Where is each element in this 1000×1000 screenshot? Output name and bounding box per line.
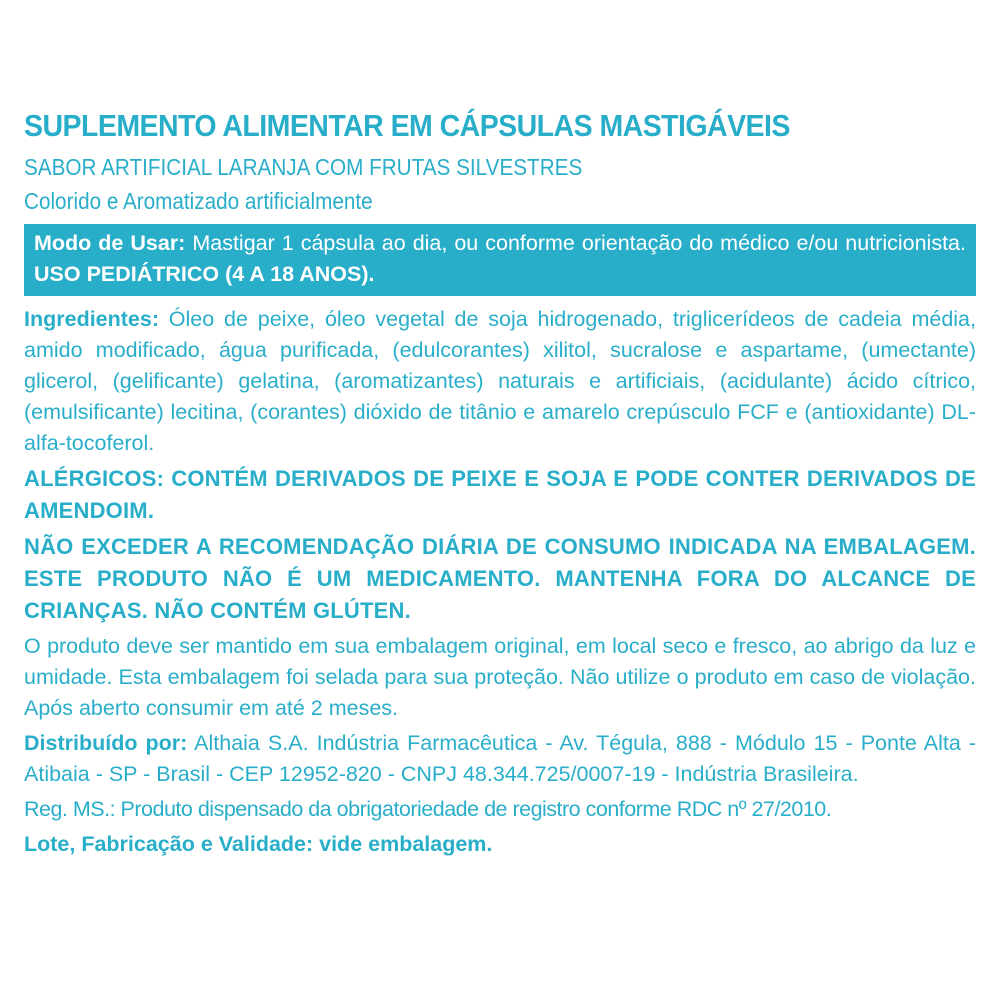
registration-line: Reg. MS.: Produto dispensado da obrigatoriedade de registro conforme RDC nº 27/2010. xyxy=(24,797,832,821)
usage-band xyxy=(24,224,976,296)
consumption-warning: NÃO EXCEDER A RECOMENDAÇÃO DIÁRIA DE CONSUMO INDICADA NA EMBALAGEM. ESTE PRODUTO NÃO É UM MEDICAMENTO. MANTENHA FORA DO ALCANCE DE CRIANÇAS. NÃO CONTÉM GLÚTEN. xyxy=(24,534,976,623)
coloring-line: Colorido e Aromatizado artificialmente xyxy=(24,188,373,214)
storage-paragraph: O produto deve ser mantido em sua embalagem original, em local seco e fresco, ao abrigo da luz e umidade. Esta embalagem foi selada para sua proteção. Não utilize o produto em caso de violação. Após aberto consumir em até 2 meses. xyxy=(24,634,976,720)
usage-emphasis: USO PEDIÁTRICO (4 A 18 ANOS). xyxy=(34,262,375,286)
distributor-paragraph xyxy=(24,728,976,790)
batch-text: Lote, Fabricação e Validade: vide embalagem. xyxy=(24,832,493,856)
flavor-line: SABOR ARTIFICIAL LARANJA COM FRUTAS SILVESTRES xyxy=(24,154,583,180)
batch-line xyxy=(24,829,976,860)
allergens-warning: ALÉRGICOS: CONTÉM DERIVADOS DE PEIXE E SOJA E PODE CONTER DERIVADOS DE AMENDOIM. xyxy=(24,466,976,523)
product-title: SUPLEMENTO ALIMENTAR EM CÁPSULAS MASTIGÁVEIS xyxy=(24,108,790,143)
usage-label: Modo de Usar: xyxy=(34,231,186,255)
product-label xyxy=(24,102,976,864)
usage-text: Mastigar 1 cápsula ao dia, ou conforme orientação do médico e/ou nutricionista. xyxy=(185,231,966,255)
ingredients-label: Ingredientes: xyxy=(24,307,159,331)
distributor-label: Distribuído por: xyxy=(24,731,188,755)
ingredients-text: Óleo de peixe, óleo vegetal de soja hidrogenado, triglicerídeos de cadeia média, amido modificado, água purificada, (edulcorantes) xilitol, sucralose e aspartame, (umectante) glicerol, (gelificante) gelatina, (aromatizantes) naturais e artificiais, (acidulante) ácido cítrico, (emulsificante) lecitina, (corantes) dióxido de titânio e amarelo crepúsculo FCF e (antioxidante) DL-alfa-tocoferol. xyxy=(24,307,976,455)
ingredients-paragraph xyxy=(24,304,976,459)
distributor-text: Althaia S.A. Indústria Farmacêutica - Av. Tégula, 888 - Módulo 15 - Ponte Alta - Atibaia - SP - Brasil - CEP 12952-820 - CNPJ 48.344.725/0007-19 - Indústria Brasileira. xyxy=(24,731,976,786)
